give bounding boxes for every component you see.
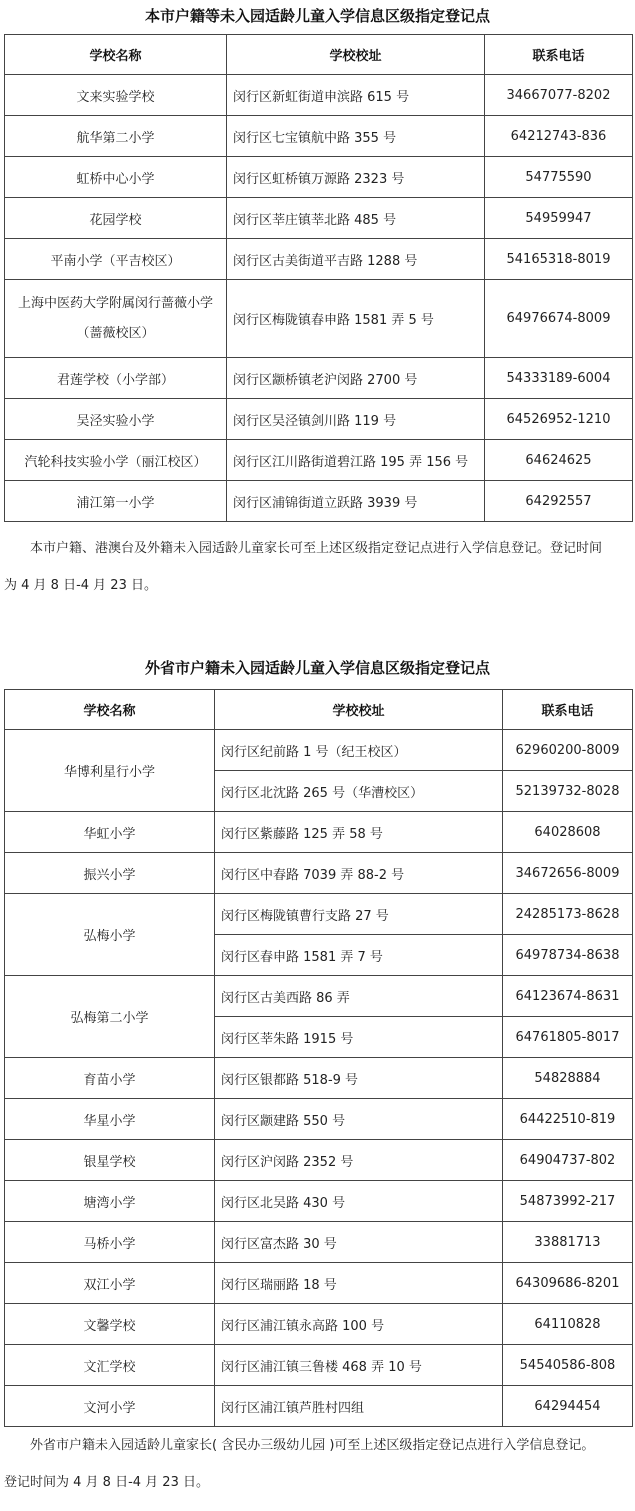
school-phone: 64526952-1210 — [485, 399, 633, 440]
school-phone: 54959947 — [485, 198, 633, 239]
school-name — [5, 280, 227, 358]
school-name: 马桥小学 — [5, 1222, 215, 1263]
school-address: 闵行区浦江镇三鲁楼 468 弄 10 号 — [215, 1345, 503, 1386]
school-address: 闵行区莘庄镇莘北路 485 号 — [227, 198, 485, 239]
school-name: 文馨学校 — [5, 1304, 215, 1345]
school-address: 闵行区古美街道平吉路 1288 号 — [227, 239, 485, 280]
school-address: 闵行区浦锦街道立跃路 3939 号 — [227, 481, 485, 522]
school-name: 平南小学（平吉校区） — [5, 239, 227, 280]
table-row — [5, 1181, 633, 1222]
table-row — [5, 976, 633, 1017]
table-row — [5, 75, 633, 116]
table-row — [5, 1222, 633, 1263]
school-address: 闵行区梅陇镇曹行支路 27 号 — [215, 894, 503, 935]
school-name: 振兴小学 — [5, 853, 215, 894]
table-row — [5, 1263, 633, 1304]
school-address: 闵行区北沈路 265 号（华漕校区） — [215, 771, 503, 812]
table-row — [5, 1345, 633, 1386]
school-phone: 52139732-8028 — [503, 771, 633, 812]
school-address: 闵行区吴泾镇剑川路 119 号 — [227, 399, 485, 440]
school-name: 弘梅小学 — [5, 894, 215, 976]
section1-title: 本市户籍等未入园适龄儿童入学信息区级指定登记点 — [144, 7, 490, 25]
school-name: 吴泾实验小学 — [5, 399, 227, 440]
school-name: 航华第二小学 — [5, 116, 227, 157]
school-address: 闵行区新虹街道申滨路 615 号 — [227, 75, 485, 116]
table-row — [5, 440, 633, 481]
school-phone: 64309686-8201 — [503, 1263, 633, 1304]
school-phone: 64110828 — [503, 1304, 633, 1345]
table-row — [5, 1304, 633, 1345]
school-address: 闵行区北吴路 430 号 — [215, 1181, 503, 1222]
school-phone: 64028608 — [503, 812, 633, 853]
table-row — [5, 1099, 633, 1140]
school-address: 闵行区梅陇镇春申路 1581 弄 5 号 — [227, 280, 485, 358]
table-row — [5, 198, 633, 239]
school-name: 浦江第一小学 — [5, 481, 227, 522]
school-address: 闵行区江川路街道碧江路 195 弄 156 号 — [227, 440, 485, 481]
table-row — [5, 116, 633, 157]
school-phone: 54165318-8019 — [485, 239, 633, 280]
table-row — [5, 399, 633, 440]
school-name: 花园学校 — [5, 198, 227, 239]
table-row — [5, 358, 633, 399]
table-row — [5, 157, 633, 198]
school-name: 育苗小学 — [5, 1058, 215, 1099]
school-address: 闵行区银都路 518-9 号 — [215, 1058, 503, 1099]
table-header-row — [5, 35, 633, 75]
school-address: 闵行区浦江镇芦胜村四组 — [215, 1386, 503, 1427]
header-phone: 联系电话 — [485, 35, 633, 75]
table-header-row — [5, 690, 633, 730]
school-phone: 54873992-217 — [503, 1181, 633, 1222]
table-row — [5, 812, 633, 853]
school-phone: 54775590 — [485, 157, 633, 198]
school-phone: 64624625 — [485, 440, 633, 481]
section2-title: 外省市户籍未入园适龄儿童入学信息区级指定登记点 — [144, 659, 490, 677]
table-row — [5, 280, 633, 358]
header-school-name: 学校名称 — [5, 690, 215, 730]
school-address: 闵行区中春路 7039 弄 88-2 号 — [215, 853, 503, 894]
school-address: 闵行区紫藤路 125 弄 58 号 — [215, 812, 503, 853]
table-row — [5, 481, 633, 522]
section1-note — [4, 530, 628, 604]
section2-note — [4, 1427, 628, 1501]
school-address: 闵行区七宝镇航中路 355 号 — [227, 116, 485, 157]
school-phone: 33881713 — [503, 1222, 633, 1263]
school-name: 华博利星行小学 — [5, 730, 215, 812]
school-address: 闵行区虹桥镇万源路 2323 号 — [227, 157, 485, 198]
school-address: 闵行区沪闵路 2352 号 — [215, 1140, 503, 1181]
section1-note-line2: 为 4 月 8 日-4 月 23 日。 — [4, 578, 157, 593]
school-address: 闵行区颛桥镇老沪闵路 2700 号 — [227, 358, 485, 399]
school-address: 闵行区浦江镇永高路 100 号 — [215, 1304, 503, 1345]
school-address: 闵行区颛建路 550 号 — [215, 1099, 503, 1140]
school-name: 银星学校 — [5, 1140, 215, 1181]
school-phone: 62960200-8009 — [503, 730, 633, 771]
school-phone: 54828884 — [503, 1058, 633, 1099]
school-name: 文来实验学校 — [5, 75, 227, 116]
school-phone: 64294454 — [503, 1386, 633, 1427]
table-row — [5, 1058, 633, 1099]
school-phone: 54540586-808 — [503, 1345, 633, 1386]
school-phone: 64904737-802 — [503, 1140, 633, 1181]
school-name: 汽轮科技实验小学（丽江校区） — [5, 440, 227, 481]
school-phone: 64123674-8631 — [503, 976, 633, 1017]
school-phone: 64976674-8009 — [485, 280, 633, 358]
school-address: 闵行区古美西路 86 弄 — [215, 976, 503, 1017]
school-phone: 24285173-8628 — [503, 894, 633, 935]
table-row — [5, 1140, 633, 1181]
school-address: 闵行区瑞丽路 18 号 — [215, 1263, 503, 1304]
table-row — [5, 1386, 633, 1427]
school-address: 闵行区富杰路 30 号 — [215, 1222, 503, 1263]
school-phone: 64212743-836 — [485, 116, 633, 157]
school-name: 君莲学校（小学部） — [5, 358, 227, 399]
school-name: 华星小学 — [5, 1099, 215, 1140]
table-row — [5, 853, 633, 894]
header-school-address: 学校校址 — [227, 35, 485, 75]
school-name-line1: 上海中医药大学附属闵行蔷薇小学 — [17, 295, 213, 311]
school-name: 虹桥中心小学 — [5, 157, 227, 198]
school-phone: 34667077-8202 — [485, 75, 633, 116]
section1-table — [4, 34, 633, 522]
school-name-line2: （蔷薇校区） — [76, 325, 155, 341]
table-row — [5, 239, 633, 280]
school-name: 弘梅第二小学 — [5, 976, 215, 1058]
school-phone: 64761805-8017 — [503, 1017, 633, 1058]
header-school-address: 学校校址 — [215, 690, 503, 730]
school-phone: 54333189-6004 — [485, 358, 633, 399]
table-row — [5, 730, 633, 771]
section2-note-line2: 登记时间为 4 月 8 日-4 月 23 日。 — [4, 1475, 209, 1490]
school-name: 文河小学 — [5, 1386, 215, 1427]
school-name: 华虹小学 — [5, 812, 215, 853]
section2-note-line1: 外省市户籍未入园适龄儿童家长( 含民办三级幼儿园 )可至上述区级指定登记点进行入学信息登记。 — [30, 1438, 595, 1453]
header-phone: 联系电话 — [503, 690, 633, 730]
school-phone: 64422510-819 — [503, 1099, 633, 1140]
school-phone: 64292557 — [485, 481, 633, 522]
header-school-name: 学校名称 — [5, 35, 227, 75]
school-address: 闵行区莘朱路 1915 号 — [215, 1017, 503, 1058]
school-name: 塘湾小学 — [5, 1181, 215, 1222]
table-row — [5, 894, 633, 935]
school-name: 文汇学校 — [5, 1345, 215, 1386]
school-name: 双江小学 — [5, 1263, 215, 1304]
school-phone: 64978734-8638 — [503, 935, 633, 976]
section1-note-line1: 本市户籍、港澳台及外籍未入园适龄儿童家长可至上述区级指定登记点进行入学信息登记。登记时间 — [30, 541, 603, 556]
school-phone: 34672656-8009 — [503, 853, 633, 894]
school-address: 闵行区春申路 1581 弄 7 号 — [215, 935, 503, 976]
section2-table — [4, 689, 633, 1427]
school-address: 闵行区纪前路 1 号（纪王校区） — [215, 730, 503, 771]
